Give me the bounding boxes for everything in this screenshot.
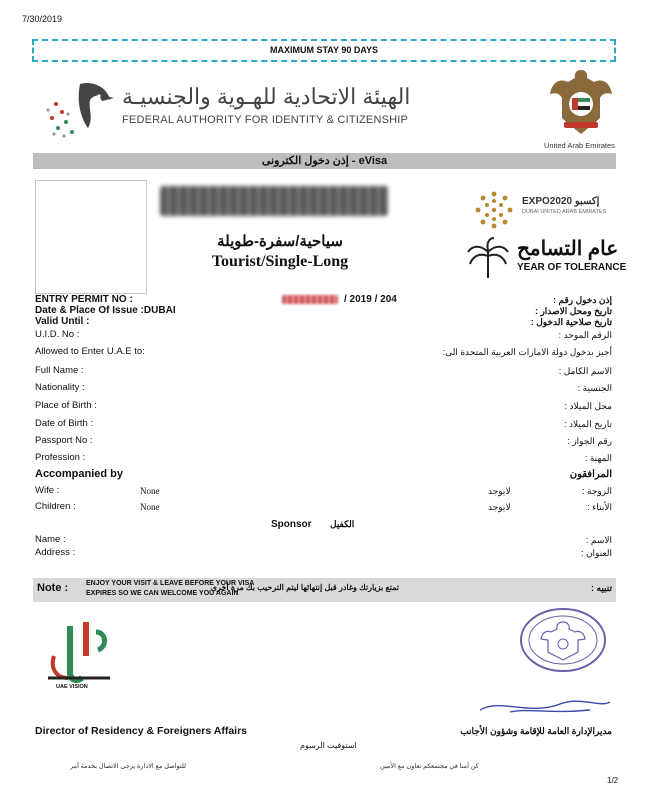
passport-label-ar: رقم الجواز :	[567, 436, 612, 446]
uid-label: U.I.D. No :	[35, 329, 80, 340]
signature-icon	[470, 690, 620, 720]
sponsor-address-label-ar: العنوان :	[580, 548, 612, 558]
valid-until-label: Valid Until :	[35, 316, 90, 327]
issue-label: Date & Place Of Issue :DUBAI	[35, 305, 176, 316]
children-value: None	[140, 502, 160, 512]
uid-label-ar: الرقم الموحد :	[558, 330, 612, 340]
redacted-name	[160, 186, 388, 216]
emblem-caption: United Arab Emirates	[544, 141, 615, 150]
footer-contact-ar: للتواصل مع الادارة يرجى الاتصال بخدمة أمر	[70, 763, 186, 770]
entry-permit-value: / 2019 / 204	[344, 294, 397, 305]
full-name-label-ar: الاسم الكامل :	[558, 366, 612, 376]
valid-until-label-ar: تاريخ صلاحية الدخول :	[530, 317, 612, 327]
note-label: Note :	[37, 582, 69, 594]
falcon-logo-icon	[38, 74, 118, 144]
place-of-birth-label: Place of Birth :	[35, 400, 97, 411]
official-stamp-icon	[518, 606, 608, 674]
sponsor-address-label: Address :	[35, 547, 76, 558]
sponsor-name-label-ar: الاسم :	[585, 535, 612, 545]
visa-type-ar: سياحية/سفرة-طويلة	[217, 233, 343, 250]
expo-subtitle: DUBAI UNITED ARAB EMIRATES	[522, 209, 607, 215]
passport-label: Passport No :	[35, 435, 93, 446]
wife-label: Wife :	[35, 485, 60, 496]
director-title-ar: مديرالإدارة العامة للإقامة وشؤون الأجانب	[460, 726, 612, 736]
uae-vision-caption: UAE VISION	[56, 684, 88, 690]
page-number: 1/2	[607, 776, 619, 785]
children-label: Children :	[35, 501, 76, 512]
sponsor-heading: Sponsor	[271, 519, 312, 530]
footer-safety-ar: كن آمنا في مجتمعكم تعاون مع الأمين	[380, 763, 479, 770]
fees-paid-ar: استوفيت الرسوم	[300, 741, 357, 750]
note-text-en: ENJOY YOUR VISIT & LEAVE BEFORE YOUR VISA EXPIRES SO WE CAN WELCOME YOU AGAIN	[86, 580, 255, 597]
authority-name-ar: الهيئة الاتحادية للهـوية والجنسيـة	[122, 84, 411, 109]
tolerance-en: YEAR OF TOLERANCE	[517, 262, 627, 273]
allowed-label-ar: أجيز بدخول دولة الامارات العربية المتحدة الى:	[442, 347, 612, 357]
visa-type-en: Tourist/Single-Long	[211, 253, 349, 270]
print-date: 7/30/2019	[22, 14, 63, 24]
nationality-label: Nationality :	[35, 382, 85, 393]
sponsor-heading-ar: الكفيل	[330, 519, 355, 529]
expo-logo-icon	[472, 188, 516, 232]
nationality-label-ar: الجنسية :	[577, 383, 612, 393]
issue-label-ar: تاريخ ومحل الاصدار :	[534, 306, 612, 316]
authority-name-en: FEDERAL AUTHORITY FOR IDENTITY & CITIZENSHIP	[122, 114, 409, 126]
photo-placeholder	[35, 180, 147, 294]
children-value-ar: لايوجد	[488, 502, 511, 512]
accompanied-heading-ar: المرافقون	[569, 469, 612, 480]
wife-label-ar: الزوجة :	[582, 486, 612, 496]
profession-label-ar: المهنة :	[584, 453, 612, 463]
tolerance-ar: عام التسامح	[517, 238, 619, 260]
allowed-label: Allowed to Enter U.A.E to:	[35, 346, 145, 357]
sponsor-name-label: Name :	[35, 534, 66, 545]
note-text-ar: تمتع بزيارتك وغادر قبل إنتهائها ليتم الترحيب بك مرة أخرى	[210, 583, 399, 592]
tolerance-palm-icon	[464, 236, 512, 280]
full-name-label: Full Name :	[35, 365, 84, 376]
evisa-title-bar: إذن دخول الكترونى - eVisa	[33, 153, 616, 169]
date-of-birth-label-ar: تاريخ الميلاد :	[564, 419, 612, 429]
place-of-birth-label-ar: محل الميلاد :	[564, 401, 612, 411]
accompanied-heading: Accompanied by	[35, 468, 124, 480]
entry-permit-label-ar: إذن دخول رقم :	[552, 295, 612, 305]
wife-value: None	[140, 486, 160, 496]
wife-value-ar: لايوجد	[488, 486, 511, 496]
children-label-ar: الأبناء :	[587, 502, 612, 512]
expo-title: EXPO2020 إكسبو	[522, 196, 600, 207]
profession-label: Profession :	[35, 452, 86, 463]
uae-emblem-icon	[548, 64, 614, 140]
director-title-en: Director of Residency & Foreigners Affairs	[35, 725, 247, 737]
entry-permit-label: ENTRY PERMIT NO :	[35, 294, 133, 305]
date-of-birth-label: Date of Birth :	[35, 418, 94, 429]
redacted-permit	[282, 295, 338, 304]
max-stay-banner: MAXIMUM STAY 90 DAYS	[32, 39, 616, 62]
note-label-ar: تنبيه :	[591, 583, 612, 593]
uae-vision-logo-icon	[40, 616, 126, 692]
